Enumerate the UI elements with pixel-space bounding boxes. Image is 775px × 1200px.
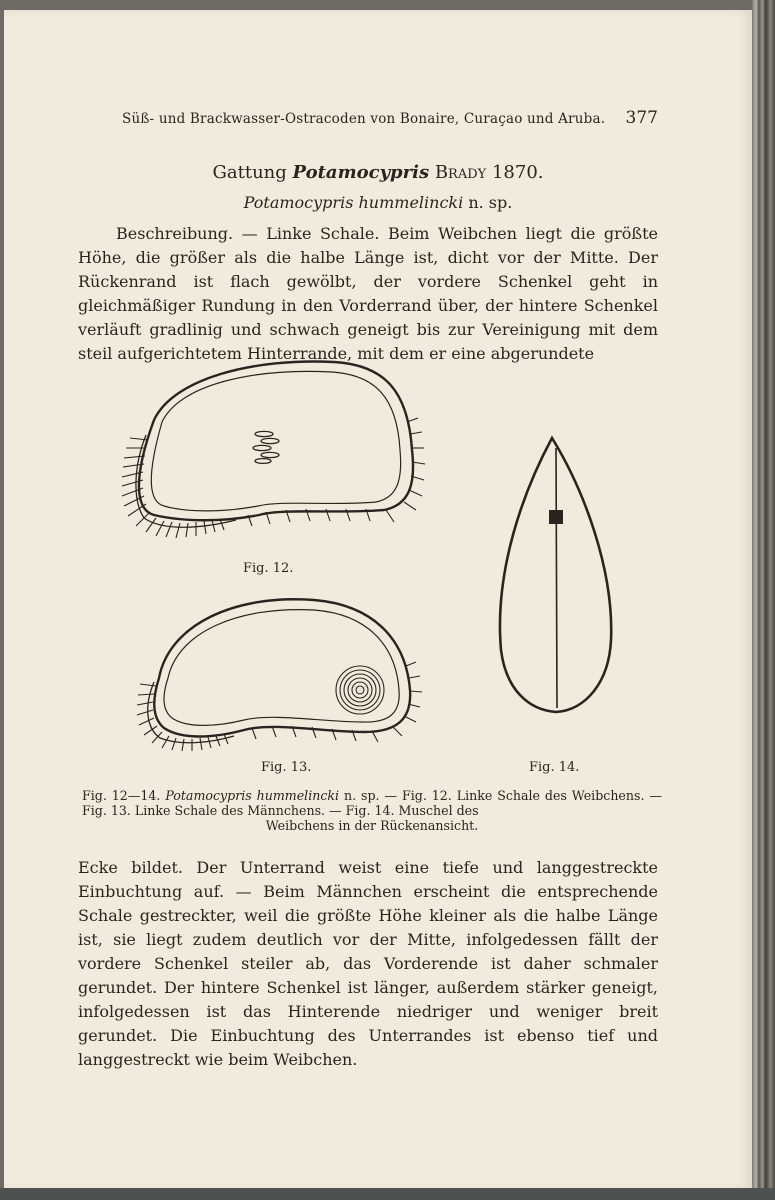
scan-bottom-edge bbox=[0, 1188, 775, 1200]
genus-author: Brady bbox=[434, 162, 487, 183]
genus-prefix: Gattung bbox=[212, 162, 287, 183]
fig12-drawing bbox=[122, 361, 425, 538]
fig12-label: Fig. 12. bbox=[243, 561, 294, 576]
species-suffix: n. sp. bbox=[468, 193, 513, 212]
caption-figures: Fig. 12—14. bbox=[82, 788, 161, 803]
fig13-label: Fig. 13. bbox=[261, 760, 312, 775]
fig13-drawing bbox=[137, 599, 422, 751]
page-number: 377 bbox=[625, 108, 658, 128]
fig14-drawing bbox=[500, 438, 611, 712]
caption-species: Potamocypris hummelincki bbox=[165, 788, 340, 803]
caption-text: n. sp. — Fig. 12. Linke Schale des Weibchens. — Fig. 13. Linke Schale des Männchens. — Fig. 14. Muschel des bbox=[82, 788, 662, 818]
species-name: Potamocypris hummelincki bbox=[243, 193, 464, 212]
running-title: Süß- und Brackwasser-Ostracoden von Bonaire, Curaçao und Aruba. bbox=[122, 111, 606, 127]
caption-last-line: Weibchens in der Rückenansicht. bbox=[265, 818, 479, 833]
genus-name: Potamocypris bbox=[292, 162, 430, 183]
figure-caption bbox=[82, 788, 662, 833]
book-page bbox=[4, 10, 752, 1190]
description-paragraph-1: Beschreibung. — Linke Schale. Beim Weibchen liegt die größte Höhe, die größer als die halbe Länge ist, dicht vor der Mitte. Der Rückenrand ist flach gewölbt, der vordere Schenkel geht in gleichmäßiger Rundung in den Vorderrand über, der hintere Schenkel verläuft gradlinig und schwach geneigt bis zur Vereinigung mit dem steil aufgerichtetem Hinterrande, mit dem er eine abgerundete bbox=[78, 224, 658, 363]
book-spine-edge bbox=[752, 0, 775, 1200]
description-paragraph-2: Ecke bildet. Der Unterrand weist eine tiefe und langgestreckte Einbuchtung auf. — Beim Männchen erscheint die entsprechende Schale gestreckter, weil die größte Höhe kleiner als die halbe Länge ist, sie liegt zudem deutlich vor der Mitte, infolgedessen fällt der vordere Schenkel steiler ab, das Vorderende ist daher schmaler gerundet. Der hintere Schenkel ist länger, außerdem stärker geneigt, infolgedessen ist das Hinterende niedriger und weniger breit gerundet. Die Einbuchtung des Unterrandes ist ebenso tief und langgestreckt wie beim Weibchen. bbox=[78, 858, 658, 1069]
genus-year: 1870. bbox=[491, 162, 544, 183]
fig14-label: Fig. 14. bbox=[529, 760, 580, 775]
